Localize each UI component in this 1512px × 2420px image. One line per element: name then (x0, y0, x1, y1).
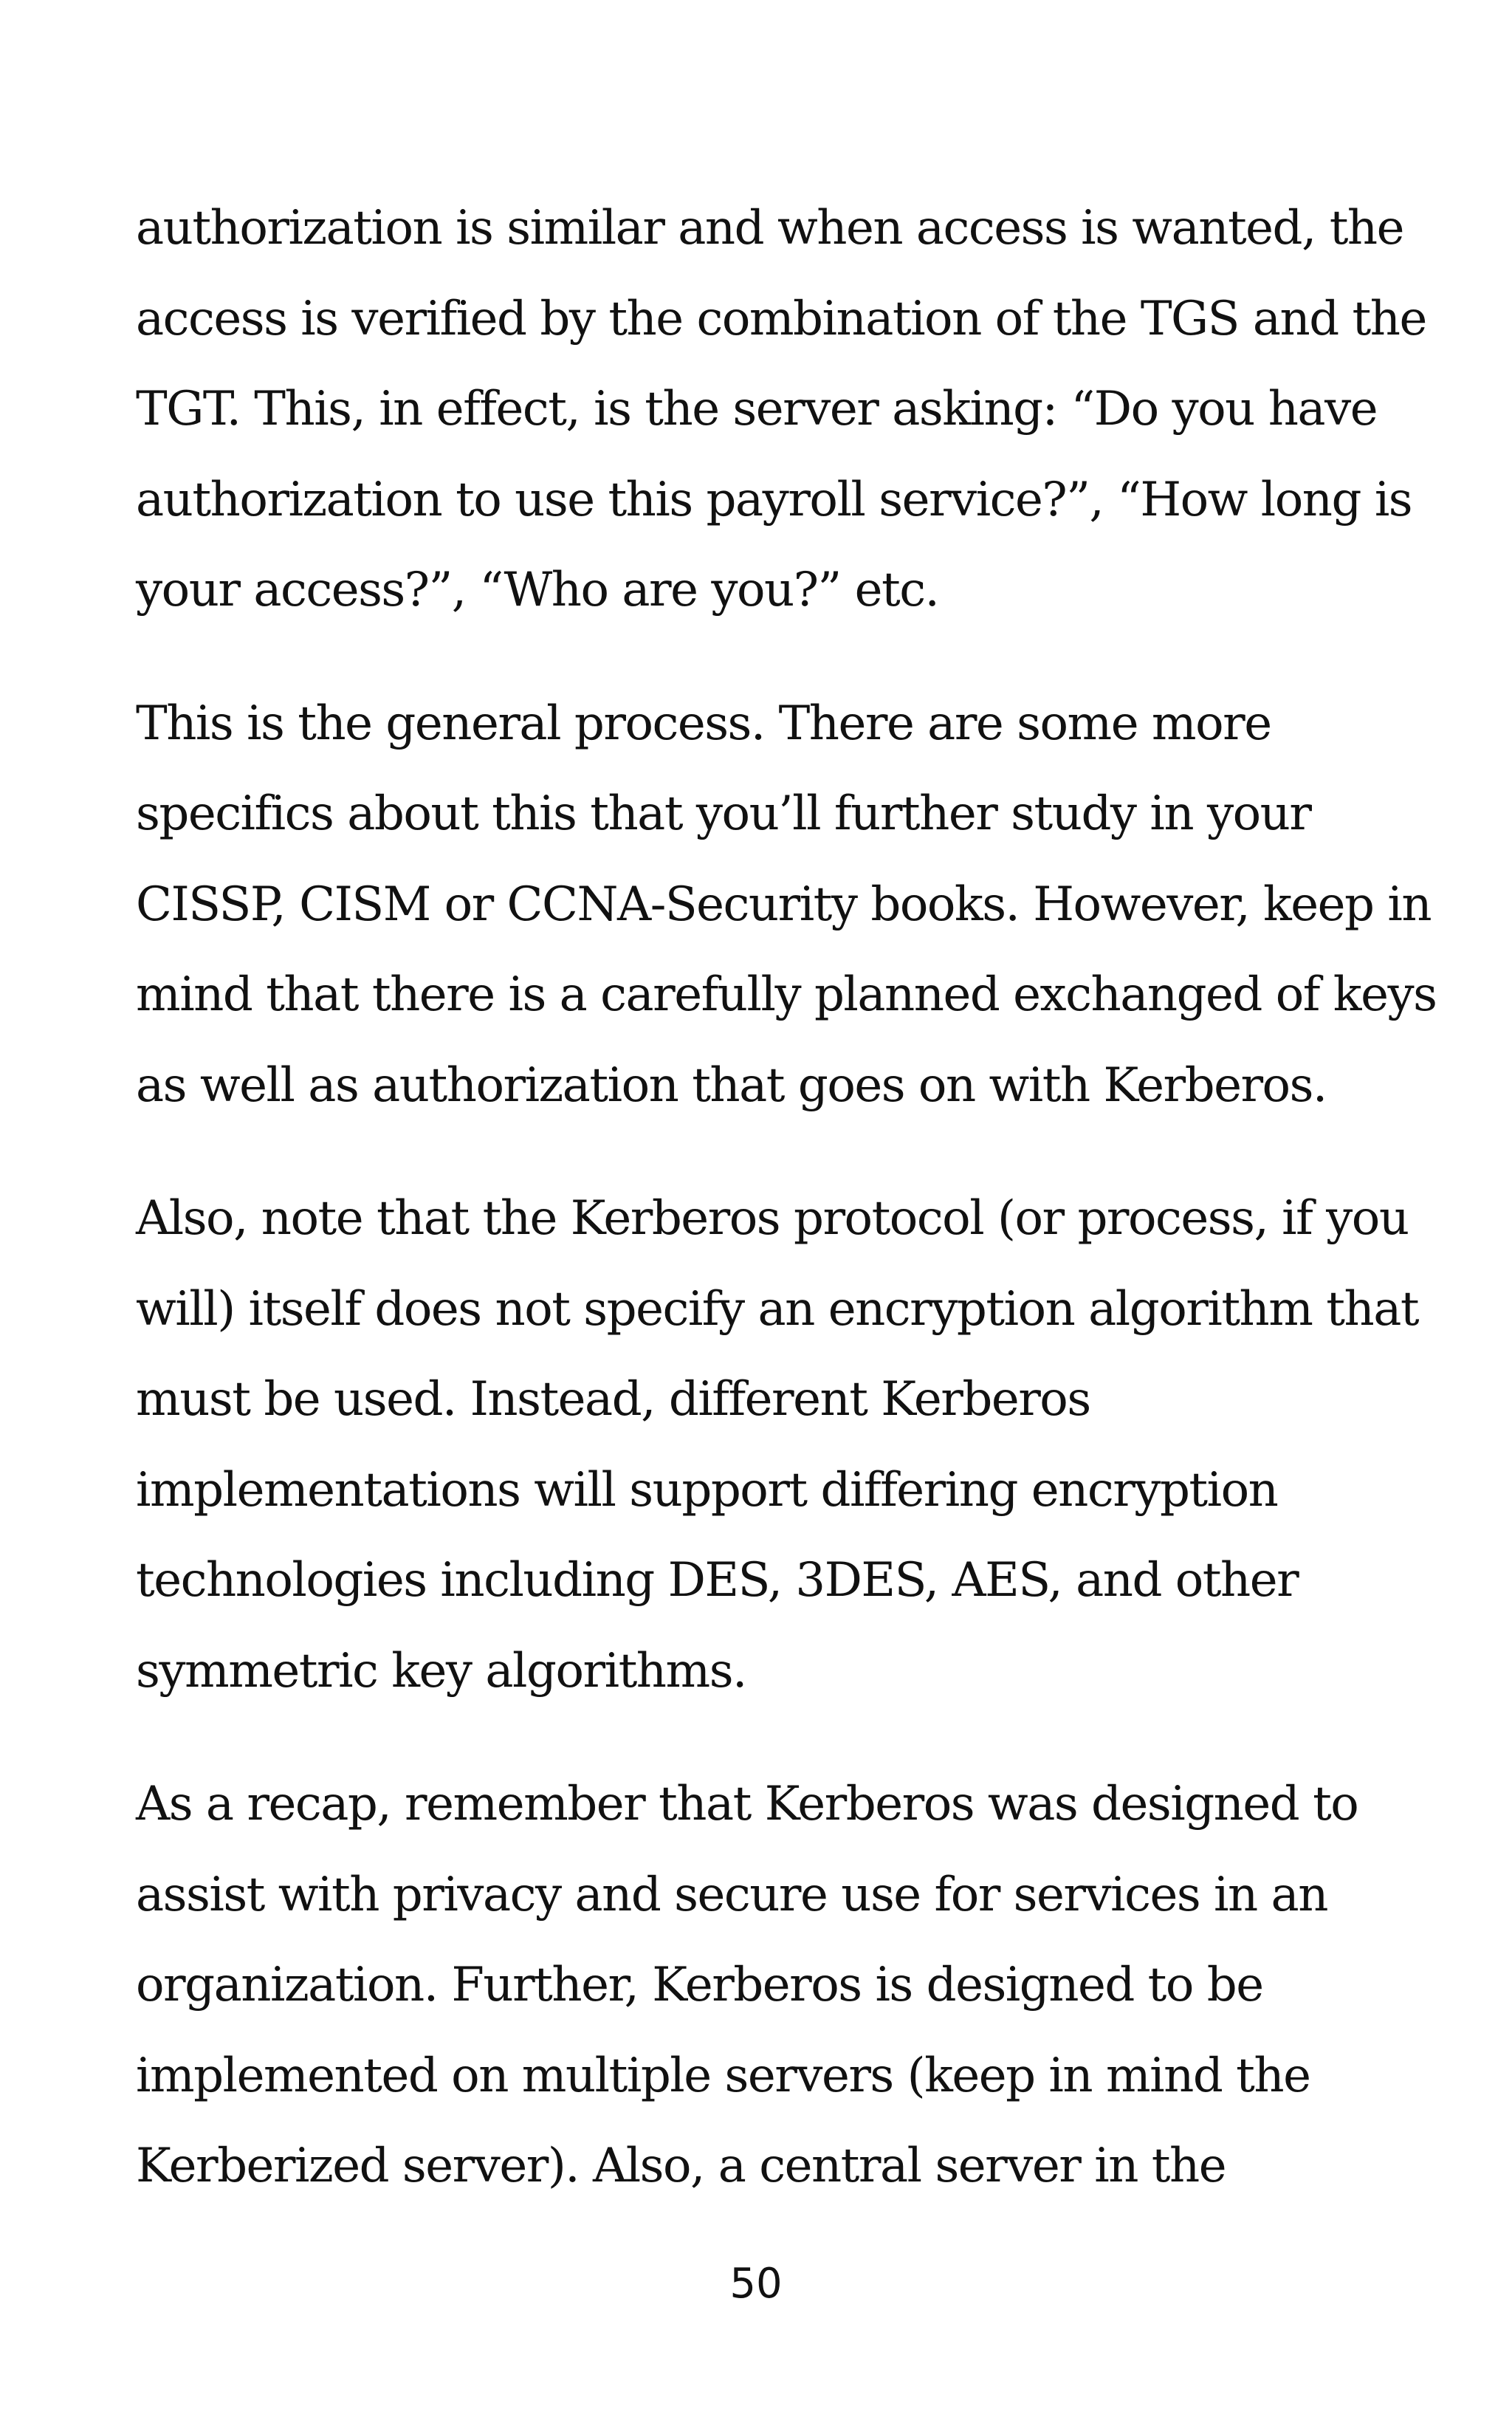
text-line: as well as authorization that goes on with Kerberos. (136, 1058, 1327, 1113)
text-line: authorization is similar and when access is wanted, the (136, 201, 1403, 256)
text-line: This is the general process. There are some more (136, 696, 1271, 751)
text-line: must be used. Instead, different Kerberos (136, 1372, 1090, 1427)
text-line: TGT. This, in effect, is the server asking: “Do you have (136, 382, 1378, 436)
text-line: Also, note that the Kerberos protocol (or process, if you (136, 1191, 1409, 1246)
text-line: authorization to use this payroll service?”, “How long is (136, 472, 1412, 527)
paragraph-1 (136, 183, 1426, 636)
text-line: mind that there is a carefully planned exchanged of keys (136, 967, 1437, 1022)
text-line: technologies including DES, 3DES, AES, and other (136, 1553, 1299, 1608)
text-line: will) itself does not specify an encryption algorithm that (136, 1281, 1419, 1337)
text-line: specifics about this that you’ll further study in your (136, 786, 1311, 841)
paragraph-3 (136, 1173, 1419, 1716)
text-line: Kerberized server). Also, a central server in the (136, 2139, 1226, 2193)
text-line: organization. Further, Kerberos is designed to be (136, 1958, 1263, 2012)
text-line: access is verified by the combination of the TGS and the (136, 291, 1426, 346)
text-line: implemented on multiple servers (keep in mind the (136, 2048, 1310, 2103)
body-text (136, 183, 1437, 2255)
text-line: assist with privacy and secure use for services in an (136, 1867, 1327, 1922)
text-line: CISSP, CISM or CCNA-Security books. However, keep in (136, 877, 1432, 932)
text-line: implementations will support differing encryption (136, 1462, 1278, 1518)
text-line: symmetric key algorithms. (136, 1643, 746, 1699)
paragraph-2 (136, 679, 1437, 1131)
page-number: 50 (729, 2260, 783, 2308)
text-line: your access?”, “Who are you?” etc. (136, 563, 939, 617)
paragraph-4 (136, 1759, 1406, 2212)
text-line: As a recap, remember that Kerberos was designed to (136, 1777, 1358, 1831)
